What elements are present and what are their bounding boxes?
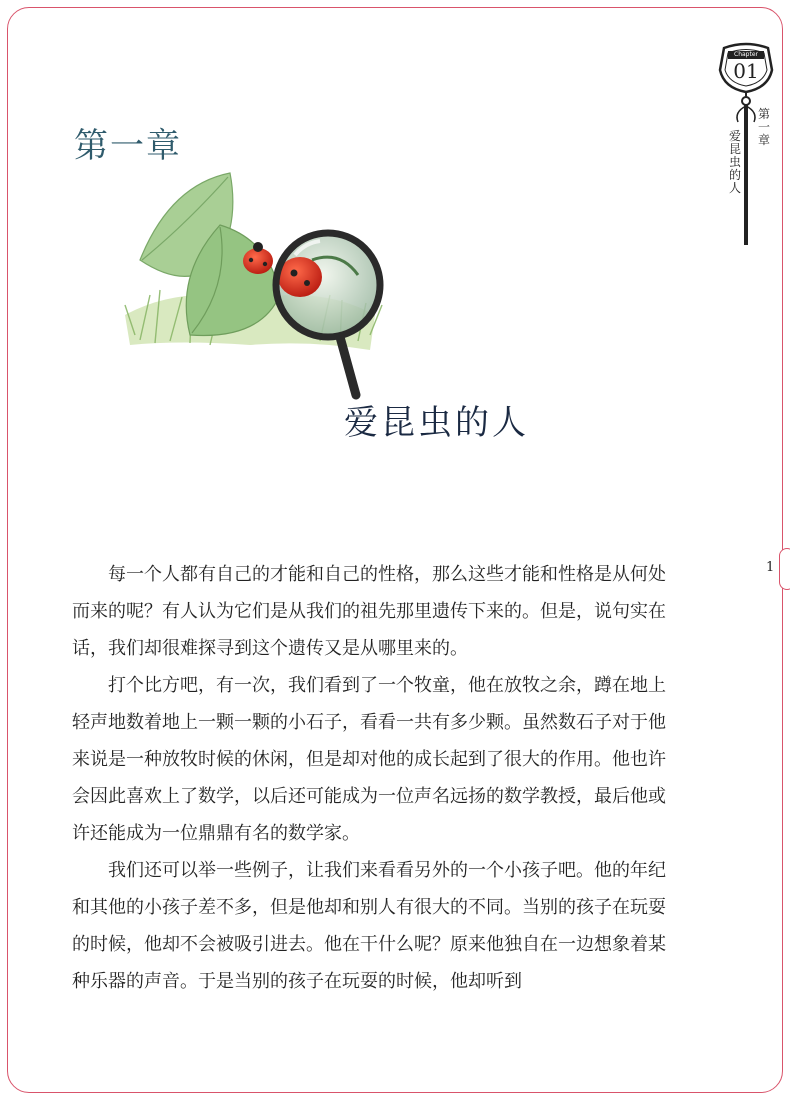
chapter-emblem [716,40,776,254]
paragraph: 每一个人都有自己的才能和自己的性格，那么这些才能和性格是从何处而来的呢？有人认为它们是从我们的祖先那里遗传下来的。但是，说句实在话，我们却很难探寻到这个遗传又是从哪里来的。 [72,564,666,659]
body-text [72,556,666,1000]
chapter-illustration [120,165,390,404]
page-number: 1 [766,560,775,575]
paragraph: 我们还可以举一些例子，让我们来看看另外的一个小孩子吧。他的年纪和其他的小孩子差不多，但是他却和别人有很大的不同。当别的孩子在玩耍的时候，他却不会被吸引进去。他在干什么呢？原来他独自在一边想象着某种乐器的声音。于是当别的孩子在玩耍的时候，他却听到 [72,860,666,992]
running-head-chapter-title: 爱昆虫的人 [728,129,741,195]
chapter-title: 爱昆虫的人 [344,403,529,443]
emblem-caption: Chapter [734,51,758,58]
chapter-heading: 第一章 [74,126,182,166]
paragraph: 打个比方吧，有一次，我们看到了一个牧童，他在放牧之余，蹲在地上轻声地数着地上一颗一颗的小石子，看看一共有多少颗。虽然数石子对于他来说是一种放牧时候的休闲，但是却对他的成长起到了很大的作用。他也许会因此喜欢上了数学，以后还可能成为一位声名远扬的数学教授，最后他或许还能成为一位鼎鼎有名的数学家。 [72,675,666,844]
page-edge-tab [779,548,790,590]
emblem-number: 01 [733,59,759,83]
running-head-chapter-label: 第一章 [757,107,770,147]
